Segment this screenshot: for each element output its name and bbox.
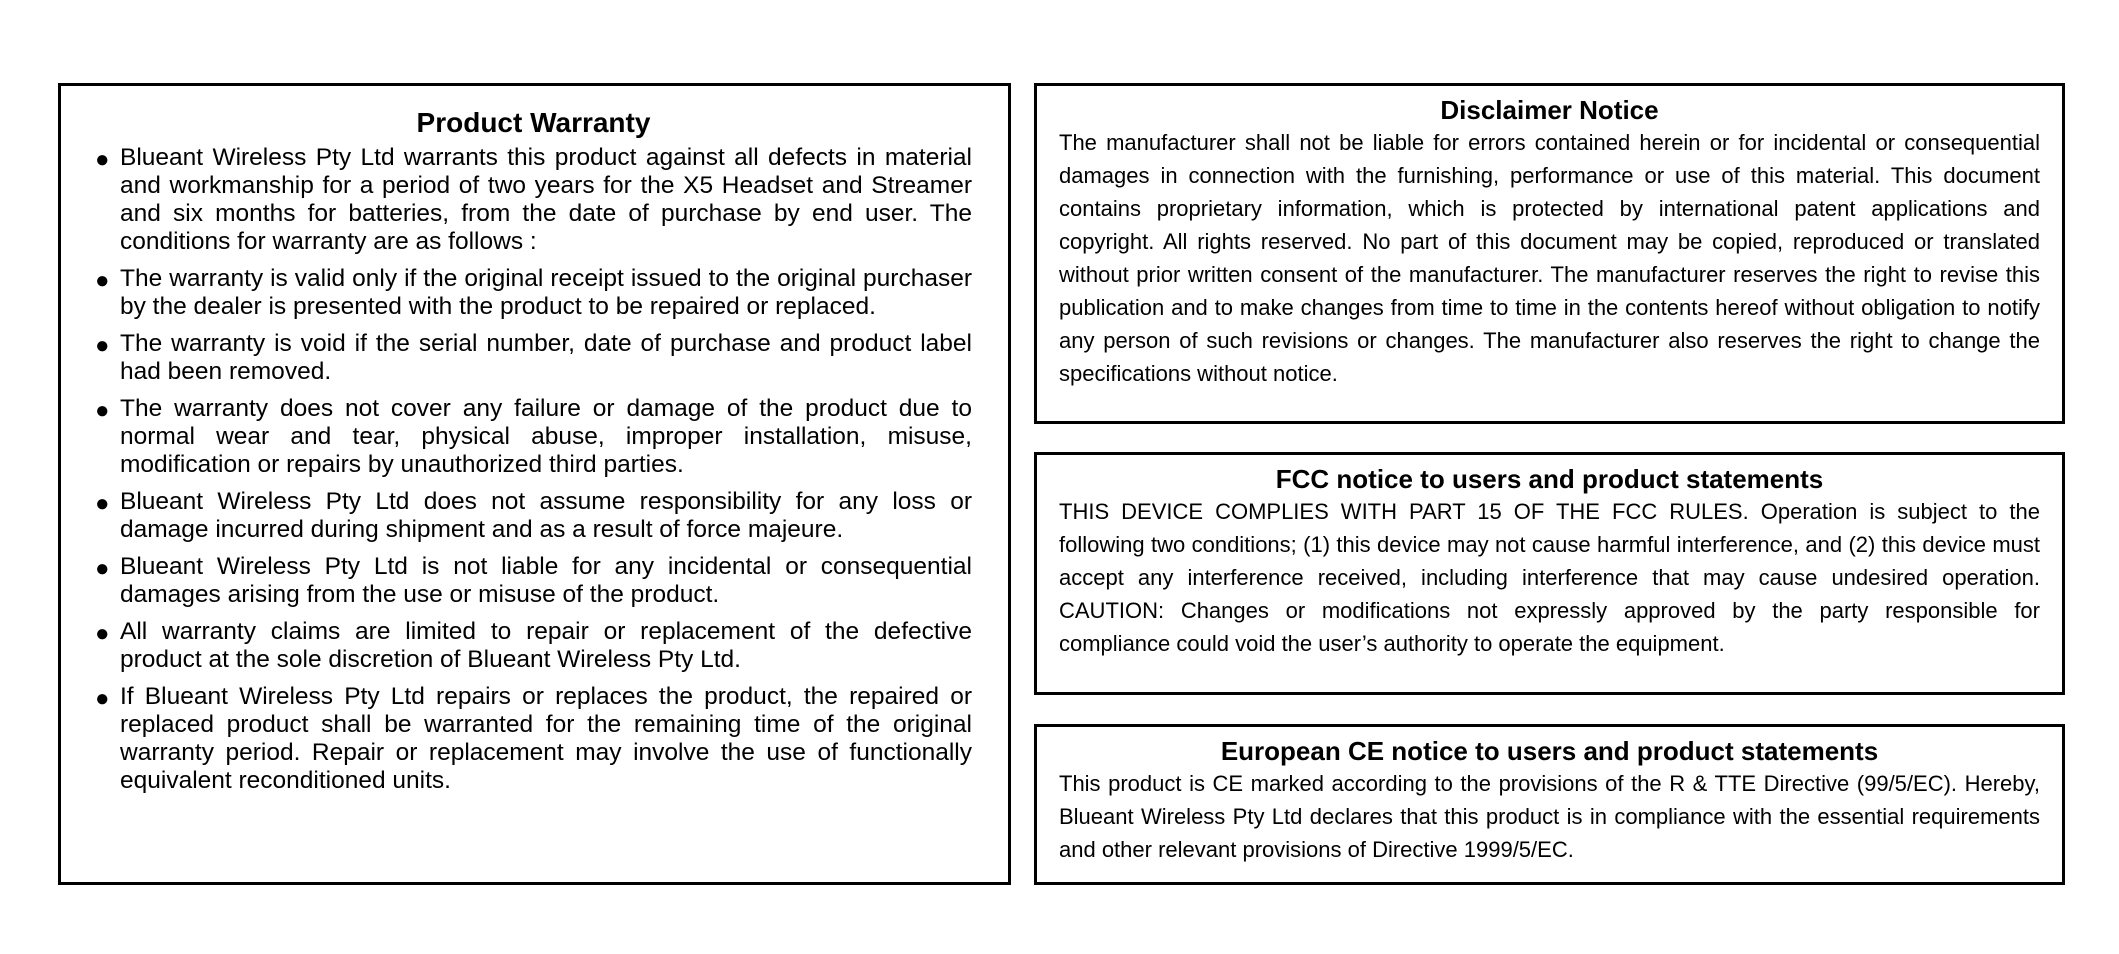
ce-notice-title: European CE notice to users and product statements xyxy=(1220,736,1879,766)
list-item xyxy=(95,265,972,321)
bullet-icon: ● xyxy=(95,685,110,712)
bullet-icon: ● xyxy=(95,332,110,359)
ce-notice-panel xyxy=(1034,724,2065,885)
list-item-text: Blueant Wireless Pty Ltd is not liable for any incidental or consequential damages arising from the use or misuse of the product. xyxy=(120,553,972,608)
list-item-text: The warranty is valid only if the original receipt issued to the original purchaser by the dealer is presented with the product to be repaired or replaced. xyxy=(120,265,972,320)
warranty-conditions-list xyxy=(95,144,972,795)
list-item xyxy=(95,618,972,674)
disclaimer-notice-text: The manufacturer shall not be liable for errors contained herein or for incidental or consequential damages in connection with the furnishing, performance or use of this material. This document contains proprietary information, which is protected by international patent applications and copyright. All rights reserved. No part of this document may be copied, reproduced or translated without prior written consent of the manufacturer. The manufacturer reserves the right to revise this publication and to make changes from time to time in the contents hereof without obligation to notify any person of such revisions or changes. The manufacturer also reserves the right to change the specifications without notice. xyxy=(1059,130,2040,386)
disclaimer-notice-title: Disclaimer Notice xyxy=(1440,95,1659,125)
list-item-text: If Blueant Wireless Pty Ltd repairs or replaces the product, the repaired or replaced product shall be warranted for the remaining time of the original warranty period. Repair or replacement may involve the use of functionally equivalent reconditioned units. xyxy=(120,683,972,794)
fcc-notice-panel xyxy=(1034,452,2065,695)
disclaimer-notice-panel xyxy=(1034,83,2065,424)
ce-notice-text: This product is CE marked according to the provisions of the R & TTE Directive (99/5/EC). Hereby, Blueant Wireless Pty Ltd declares that this product is in compliance with the essential requirements and other relevant provisions of Directive 1999/5/EC. xyxy=(1059,771,2040,862)
list-item-text: Blueant Wireless Pty Ltd warrants this product against all defects in material and workmanship for a period of two years for the X5 Headset and Streamer and six months for batteries, from the date of purchase by end user. The conditions for warranty are as follows : xyxy=(120,144,972,255)
list-item xyxy=(95,395,972,479)
list-item xyxy=(95,488,972,544)
bullet-icon: ● xyxy=(95,555,110,582)
list-item xyxy=(95,330,972,386)
list-item-text: The warranty does not cover any failure or damage of the product due to normal wear and tear, physical abuse, improper installation, misuse, modification or repairs by unauthorized third parties. xyxy=(120,395,972,478)
fcc-notice-title: FCC notice to users and product statements xyxy=(1275,464,1824,494)
list-item xyxy=(95,683,972,795)
bullet-icon: ● xyxy=(95,146,110,173)
list-item-text: All warranty claims are limited to repair or replacement of the defective product at the sole discretion of Blueant Wireless Pty Ltd. xyxy=(120,618,972,673)
list-item-text: The warranty is void if the serial number, date of purchase and product label had been removed. xyxy=(120,330,972,385)
product-warranty-panel xyxy=(58,83,1011,885)
list-item-text: Blueant Wireless Pty Ltd does not assume responsibility for any loss or damage incurred during shipment and as a result of force majeure. xyxy=(120,488,972,543)
list-item xyxy=(95,553,972,609)
fcc-notice-text: THIS DEVICE COMPLIES WITH PART 15 OF THE FCC RULES. Operation is subject to the following two conditions; (1) this device may not cause harmful interference, and (2) this device must accept any interference received, including interference that may cause undesired operation. CAUTION: Changes or modifications not expressly approved by the party responsible for compliance could void the user’s authority to operate the equipment. xyxy=(1059,499,2040,656)
list-item xyxy=(95,144,972,256)
bullet-icon: ● xyxy=(95,490,110,517)
bullet-icon: ● xyxy=(95,620,110,647)
bullet-icon: ● xyxy=(95,267,110,294)
product-warranty-title: Product Warranty xyxy=(416,107,651,138)
bullet-icon: ● xyxy=(95,397,110,424)
